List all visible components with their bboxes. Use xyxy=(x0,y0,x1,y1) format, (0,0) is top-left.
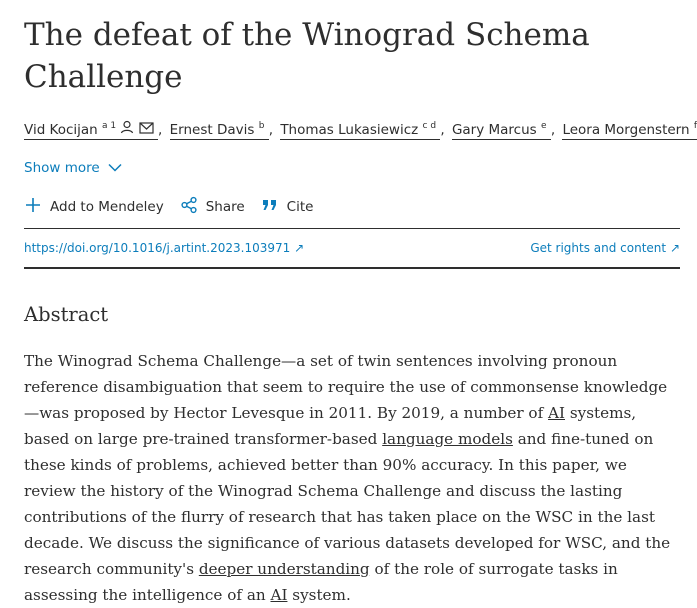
abstract-segment: The Winograd Schema Challenge—a set of twin sentences involving pronoun reference disambiguation that seem to require the use of commonsense knowledge—was proposed by Hector Levesque in 2011. By 2019, a number of xyxy=(24,352,668,422)
author-link-marcus[interactable] xyxy=(452,122,551,140)
show-more-button[interactable] xyxy=(24,160,122,176)
doi-bar xyxy=(24,228,680,269)
mendeley-label: Add to Mendeley xyxy=(50,199,164,215)
language-models-link[interactable]: language models xyxy=(382,430,513,448)
chevron-down-icon xyxy=(108,160,122,176)
cite-label: Cite xyxy=(286,199,314,215)
doi-link[interactable] xyxy=(24,241,304,255)
abstract-segment: and fine-tuned on these kinds of problems, achieved better than 90% accuracy. In this paper, we review the history of the Winograd Schema Challenge and discuss the lasting contributions of the flurry of research that has taken place on the WSC in the last decade. We discuss the significance of various datasets developed for WSC, and the research community's xyxy=(24,430,671,578)
share-icon xyxy=(180,196,198,218)
quote-icon xyxy=(261,197,279,217)
abstract-segment: of the role of surrogate tasks in assessing the intelligence of an xyxy=(24,560,618,604)
show-more-label: Show more xyxy=(24,160,100,176)
person-icon xyxy=(120,120,134,140)
doi-url: https://doi.org/10.1016/j.artint.2023.103971 xyxy=(24,241,291,255)
author-name: Vid Kocijan xyxy=(24,122,98,138)
abstract-text xyxy=(24,348,680,608)
ai-term-link[interactable]: AI xyxy=(270,586,288,604)
envelope-icon xyxy=(139,120,154,140)
deeper-understanding-link[interactable]: deeper understanding xyxy=(198,560,370,578)
author-separator: , xyxy=(550,122,556,138)
author-name: Ernest Davis xyxy=(169,122,255,138)
author-name: Gary Marcus xyxy=(451,122,537,138)
author-link-davis[interactable] xyxy=(170,122,269,140)
author-affiliation: f xyxy=(693,121,697,131)
add-to-mendeley-button[interactable] xyxy=(24,196,164,218)
author-link-lukasiewicz[interactable] xyxy=(280,122,440,140)
external-link-icon: ↗ xyxy=(294,241,305,255)
share-label: Share xyxy=(205,199,245,215)
ai-term-link[interactable]: AI xyxy=(548,404,565,422)
article-actions xyxy=(24,196,680,218)
author-separator: , xyxy=(440,122,445,138)
rights-link[interactable] xyxy=(530,241,680,255)
author-name: Leora Morgenstern xyxy=(562,122,690,138)
author-list xyxy=(24,116,697,140)
author-affiliation: b xyxy=(258,121,265,131)
author-affiliation: c d xyxy=(422,121,437,131)
abstract-segment: system. xyxy=(287,586,351,604)
author-name: Thomas Lukasiewicz xyxy=(280,122,419,138)
author-affiliation: a 1 xyxy=(102,121,117,131)
author-affiliation: e xyxy=(541,121,547,131)
author-separator: , xyxy=(158,122,163,138)
author-link-kocijan[interactable] xyxy=(24,122,158,140)
external-link-icon: ↗ xyxy=(669,241,680,255)
article-title: The defeat of the Winograd Schema Challenge xyxy=(24,17,590,95)
abstract-segment: systems, based on large pre-trained transformer-based xyxy=(24,404,637,448)
cite-button[interactable] xyxy=(261,197,314,217)
abstract-heading: Abstract xyxy=(24,303,109,326)
author-separator: , xyxy=(268,122,274,138)
rights-label: Get rights and content xyxy=(530,241,667,255)
author-link-morgenstern[interactable] xyxy=(562,122,697,140)
share-button[interactable] xyxy=(180,196,245,218)
plus-icon xyxy=(24,196,42,218)
